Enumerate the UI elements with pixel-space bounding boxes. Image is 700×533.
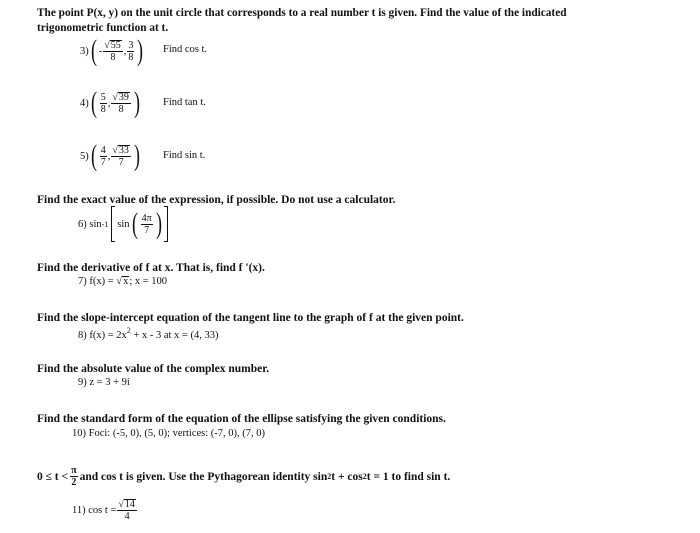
q4-x-fraction: $\frac{5}{8}$ — [100, 91, 106, 115]
question-6-exponent: -1 — [101, 219, 109, 229]
question-6-fraction: $\frac{4\pi}{7}$ — [141, 212, 152, 236]
q5-y-fraction: $\frac{√33}{7}$ — [112, 144, 129, 168]
q5-x-fraction: $\frac{4}{7}$ — [100, 144, 106, 168]
section-exact-heading: Find the exact value of the expression, if possible. Do not use a calculator. — [37, 194, 396, 206]
section-pythagorean-heading: 0 ≤ t < $\frac{\pi}{2}$ and cos t is given. Use the Pythagorean identity sin 2 t + cos 2 t = 1 to find sin t. — [37, 465, 451, 488]
question-5-task: Find sin t. — [163, 150, 206, 161]
question-5: 5) ( $\frac{4}{7}$ , $\frac{√33}{7}$ ) — [80, 139, 140, 172]
question-9: 9) z = 3 + 9i — [78, 377, 130, 388]
question-8: 8) $f(x) = 2x^2 + x - 3$ at x = (4, 33) — [78, 326, 219, 341]
question-7: 7) f(x) = √x; x = 100 — [78, 276, 168, 287]
section-absolute-heading: Find the absolute value of the complex number. — [37, 363, 270, 375]
question-3: 3) ( - $\frac{√55}{8}$ , $\frac{3}{8}$ ) — [80, 34, 144, 67]
section-tangent-heading: Find the slope-intercept equation of the tangent line to the graph of f at the given point. — [37, 312, 464, 324]
q3-x-sign: - — [98, 45, 103, 57]
question-4-label: 4) — [80, 97, 89, 109]
question-11-fraction: $\frac{√14}{4}$ — [118, 499, 135, 522]
question-3-label: 3) — [80, 45, 89, 57]
question-6-inner-sin: sin — [117, 218, 130, 230]
question-4-task: Find tan t. — [163, 97, 206, 108]
intro-line-2: trigonometric function at t. — [37, 22, 169, 34]
question-10: 10) Foci: (-5, 0), (5, 0); vertices: (-7, 0), (7, 0) — [72, 428, 266, 439]
question-5-label: 5) — [80, 150, 89, 162]
section-derivative-heading: Find the derivative of f at x. That is, find f '(x). — [37, 262, 265, 274]
intro-line-1: The point P(x, y) on the unit circle that corresponds to a real number t is given. Find the value of the indicated — [37, 7, 567, 19]
q4-y-fraction: $\frac{√39}{8}$ — [112, 91, 129, 115]
question-4: 4) ( $\frac{5}{8}$ , $\frac{√39}{8}$ ) — [80, 86, 140, 119]
q3-x-fraction: $\frac{√55}{8}$ — [104, 39, 121, 63]
question-6-label: 6) sin — [78, 218, 102, 230]
question-6: 6) sin -1 sin ( $\frac{4\pi}{7}$ ) — [78, 206, 168, 242]
question-11: 11) cos t = $\frac{√14}{4}$ — [72, 499, 135, 522]
q3-y-fraction: $\frac{3}{8}$ — [128, 39, 134, 63]
section-ellipse-heading: Find the standard form of the equation of the ellipse satisfying the given conditions. — [37, 413, 446, 425]
question-3-task: Find cos t. — [163, 44, 208, 55]
